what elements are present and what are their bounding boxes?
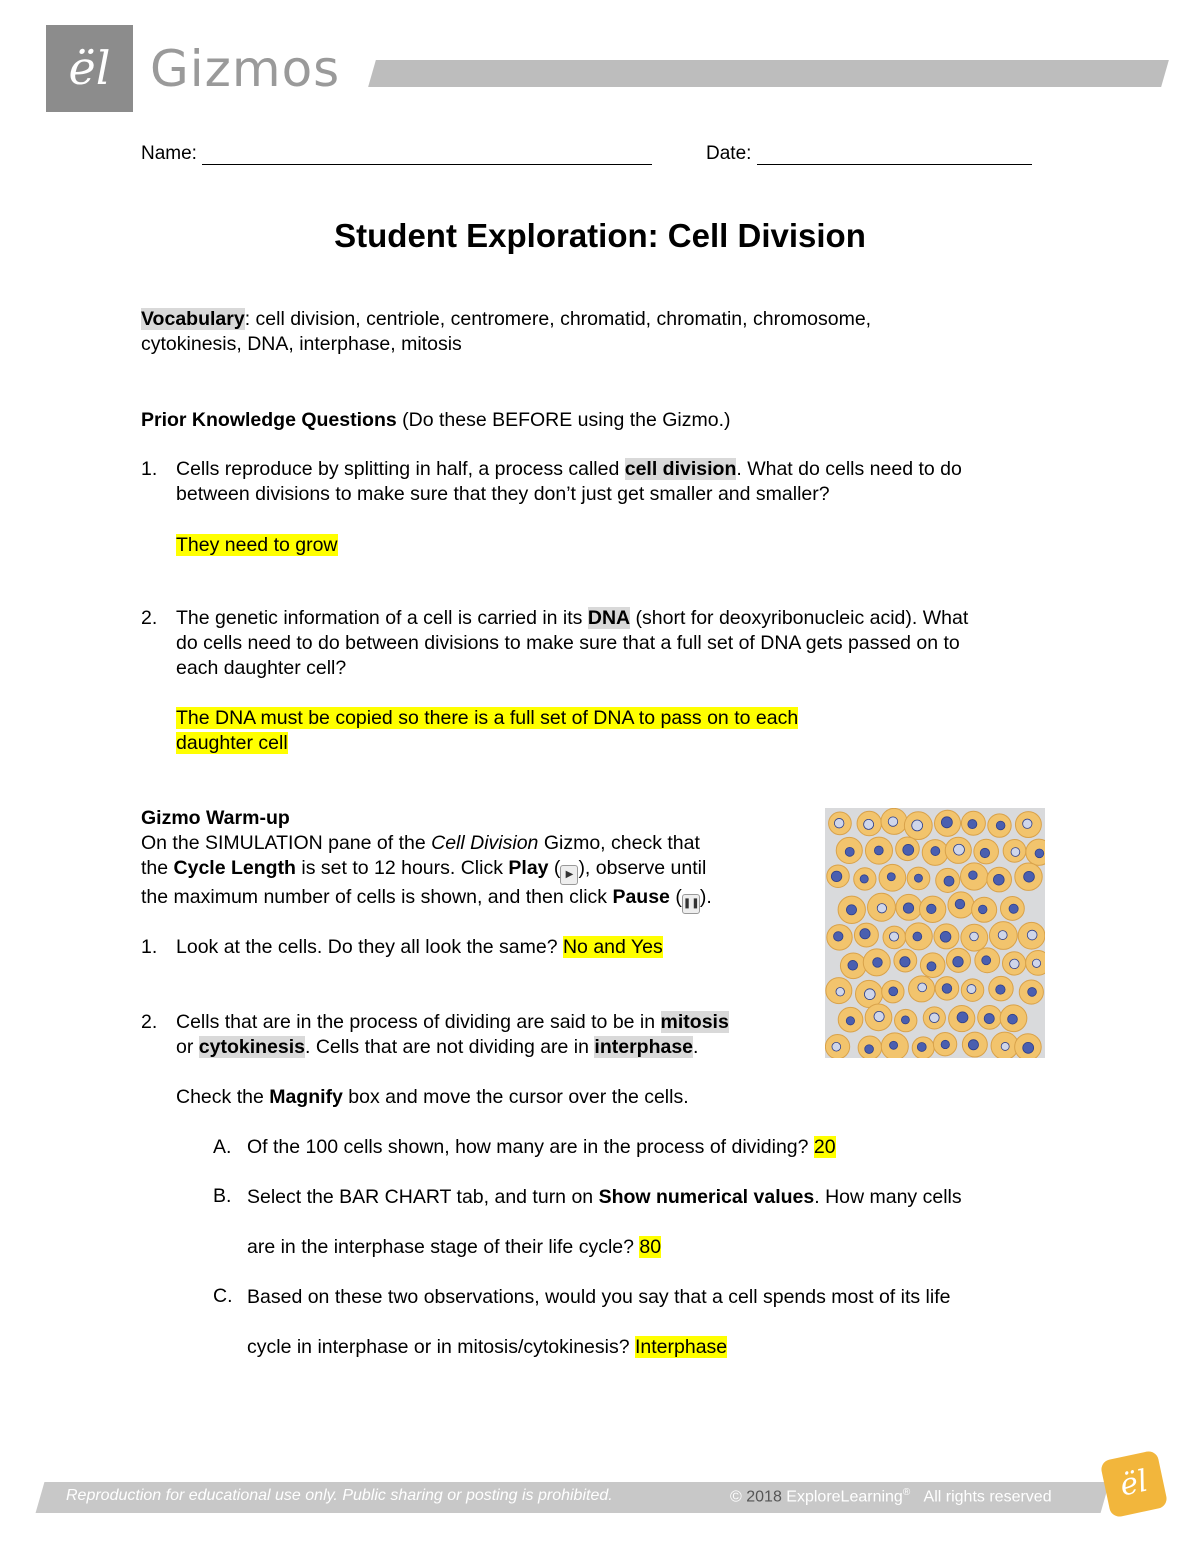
- cell: [961, 811, 985, 835]
- cell: [838, 1007, 863, 1032]
- cell: [826, 978, 852, 1004]
- warmup-text: Gizmo, check that: [538, 832, 700, 854]
- cell: [978, 1005, 1002, 1029]
- vocabulary-terms-2: cytokinesis, DNA, interphase, mitosis: [141, 333, 462, 355]
- footer-logo-mark: ël: [1116, 1463, 1151, 1504]
- copyright-year: 2018: [746, 1488, 782, 1506]
- sub-a-label: A.: [213, 1136, 232, 1158]
- magnify-text: Check the: [176, 1086, 270, 1108]
- cell: [1000, 897, 1024, 921]
- rights-text: All rights reserved: [923, 1488, 1052, 1506]
- cell: [961, 924, 988, 951]
- warmup-q2-text: or: [176, 1036, 199, 1058]
- warmup-text: ), observe until: [578, 857, 707, 879]
- sub-b-text: . How many cells: [814, 1186, 962, 1208]
- cell: [974, 839, 999, 864]
- explorelearning-logo: [1100, 1450, 1169, 1519]
- cell: [961, 863, 988, 890]
- play-term: Play: [508, 857, 549, 879]
- cell: [907, 867, 930, 890]
- warmup-q2-text: . Cells that are not dividing are in: [305, 1036, 595, 1058]
- warmup-text: (: [669, 886, 682, 908]
- cell: [879, 864, 906, 891]
- sub-b-text: Select the BAR CHART tab, and turn on: [247, 1186, 599, 1208]
- cell: [972, 897, 997, 922]
- cell: [923, 1007, 945, 1029]
- prior-q2-text-c: do cells need to do between divisions to make sure that a full set of DNA gets passed on to: [176, 632, 960, 654]
- cycle-length-term: Cycle Length: [173, 857, 296, 879]
- cell: [1000, 1005, 1027, 1032]
- sub-b-label: B.: [213, 1185, 232, 1207]
- cell: [991, 1032, 1018, 1058]
- cell: [836, 837, 862, 863]
- prior-q2-text: The genetic information of a cell is carried in its: [176, 607, 588, 629]
- answer-text-1: The DNA must be copied so there is a full set of DNA to pass on to each: [176, 707, 799, 729]
- cell: [935, 977, 959, 1001]
- sub-b: [247, 1172, 1067, 1272]
- cell: [1015, 812, 1041, 838]
- term-dna: DNA: [587, 607, 631, 629]
- cell: [1018, 922, 1045, 949]
- cell: [865, 837, 892, 864]
- cell: [857, 811, 881, 835]
- cell: [934, 924, 959, 949]
- cell: [904, 812, 932, 840]
- cell: [961, 979, 983, 1001]
- vocabulary-terms-1: : cell division, centriole, centromere, chromatid, chromatin, chromosome,: [244, 308, 872, 330]
- warmup-text: the: [141, 857, 174, 879]
- cell: [896, 837, 920, 861]
- prior-q2-number: 2.: [141, 607, 158, 629]
- cell: [936, 868, 960, 892]
- cell: [975, 948, 1000, 973]
- sub-c: [247, 1272, 1067, 1372]
- warmup-q2-text: .: [693, 1036, 699, 1058]
- vocabulary-label: Vocabulary: [141, 308, 245, 330]
- cell: [881, 808, 907, 834]
- sub-c-label: C.: [213, 1285, 233, 1307]
- brand-name: Gizmos: [150, 40, 341, 98]
- cell: [827, 925, 852, 950]
- cell: [988, 814, 1011, 837]
- cell: [1015, 863, 1042, 890]
- warmup-q1-number: 1.: [141, 936, 158, 958]
- date-line[interactable]: [757, 144, 1032, 165]
- term-interphase: interphase: [594, 1036, 694, 1058]
- prior-q1: [176, 457, 1066, 507]
- prior-q2: [176, 606, 1076, 681]
- logo-mark: ël: [68, 41, 111, 95]
- warmup-text: (: [548, 857, 561, 879]
- cell: [1002, 952, 1025, 975]
- cell: [949, 1005, 975, 1031]
- cell: [1026, 839, 1045, 865]
- footer-notice: Reproduction for educational use only. Public sharing or posting is prohibited.: [66, 1487, 613, 1504]
- header-bar: [368, 60, 1169, 87]
- registered-mark: ®: [902, 1487, 911, 1498]
- cell: [912, 1037, 934, 1058]
- cell: [896, 894, 922, 920]
- cell: [909, 976, 935, 1002]
- cell: [945, 837, 971, 863]
- warmup-intro: [141, 806, 811, 914]
- warmup-q2-text: Cells that are in the process of dividing are said to be in: [176, 1011, 661, 1033]
- prior-q1-text-c: between divisions to make sure that they don’t just get smaller and smaller?: [176, 483, 830, 505]
- magnify-instruction: [176, 1085, 689, 1110]
- warmup-q2-number: 2.: [141, 1011, 158, 1033]
- cell: [989, 922, 1017, 950]
- cell: [905, 923, 932, 950]
- pause-icon: ❚❚: [682, 894, 700, 914]
- sub-a-answer[interactable]: 20: [813, 1136, 836, 1158]
- warmup-text: On the SIMULATION pane of the: [141, 832, 432, 854]
- date-field[interactable]: [706, 143, 1032, 165]
- cell: [948, 892, 974, 918]
- prior-q2-answer[interactable]: [176, 706, 798, 756]
- pause-term: Pause: [612, 886, 670, 908]
- sub-b-text: are in the interphase stage of their life cycle?: [247, 1236, 640, 1258]
- sub-a-text: Of the 100 cells shown, how many are in the process of dividing?: [247, 1136, 814, 1158]
- warmup-q1-answer[interactable]: No and Yes: [562, 936, 663, 958]
- prior-knowledge-heading: [141, 408, 731, 433]
- cell: [1015, 1034, 1042, 1058]
- answer-text-2: daughter cell: [176, 732, 288, 754]
- warmup-q1: [176, 935, 663, 960]
- sub-a: [247, 1135, 836, 1160]
- footer-copyright: [730, 1487, 1052, 1506]
- cell: [825, 1035, 849, 1058]
- sub-b-answer[interactable]: 80: [639, 1236, 662, 1258]
- cell: [858, 1036, 881, 1058]
- cell: [854, 923, 878, 947]
- cell: [919, 896, 945, 922]
- vocabulary: [141, 307, 1041, 357]
- cell: [863, 949, 890, 976]
- name-field[interactable]: [141, 143, 652, 165]
- cell: [1003, 839, 1026, 862]
- prior-q2-text-d: each daughter cell?: [176, 657, 347, 679]
- cell: [1026, 951, 1045, 976]
- prior-note: (Do these BEFORE using the Gizmo.): [396, 409, 731, 431]
- sub-c-text: Based on these two observations, would you say that a cell spends most of its life: [247, 1286, 951, 1308]
- company-name: ExploreLearning: [786, 1488, 903, 1506]
- cell: [840, 953, 866, 979]
- warmup-text: the maximum number of cells is shown, and then click: [141, 886, 613, 908]
- warmup-text: is set to 12 hours. Click: [295, 857, 509, 879]
- cell: [934, 810, 960, 836]
- cell-division-image: [825, 808, 1045, 1058]
- cell: [922, 840, 948, 866]
- cell: [856, 980, 883, 1007]
- gizmo-name: Cell Division: [431, 832, 539, 854]
- magnify-text: box and move the cursor over the cells.: [342, 1086, 689, 1108]
- cell: [854, 868, 876, 890]
- warmup-text: ).: [699, 886, 712, 908]
- cell: [920, 953, 945, 978]
- sub-c-answer[interactable]: Interphase: [635, 1336, 728, 1358]
- prior-q1-text-b: . What do cells need to do: [736, 458, 962, 480]
- prior-q1-answer[interactable]: [176, 533, 338, 558]
- date-label: Date:: [706, 143, 752, 164]
- gizmos-logo: [46, 25, 133, 112]
- copyright-symbol: ©: [730, 1488, 742, 1506]
- name-line[interactable]: [202, 144, 652, 165]
- cell: [838, 896, 865, 923]
- cell: [1019, 980, 1043, 1004]
- warmup-heading: Gizmo Warm-up: [141, 807, 290, 829]
- cell: [962, 1032, 987, 1057]
- cell: [881, 1033, 908, 1058]
- warmup-q1-text: Look at the cells. Do they all look the same?: [176, 936, 563, 958]
- prior-q1-number: 1.: [141, 458, 158, 480]
- term-mitosis: mitosis: [660, 1011, 729, 1033]
- cells-illustration: [825, 808, 1045, 1058]
- sub-c-text: cycle in interphase or in mitosis/cytokinesis?: [247, 1336, 635, 1358]
- warmup-q2: [176, 1010, 816, 1060]
- cell: [933, 1032, 956, 1055]
- cell: [865, 1004, 892, 1031]
- name-label: Name:: [141, 143, 197, 164]
- cell: [987, 867, 1012, 892]
- show-numerical-values-term: Show numerical values: [598, 1186, 815, 1208]
- page-title: Student Exploration: Cell Division: [334, 217, 866, 254]
- term-cytokinesis: cytokinesis: [198, 1036, 305, 1058]
- play-icon: ▶: [560, 865, 578, 885]
- cell: [883, 926, 906, 949]
- cell: [894, 949, 917, 972]
- cell: [895, 1009, 917, 1031]
- prior-q2-text-b: (short for deoxyribonucleic acid). What: [630, 607, 969, 629]
- cell: [882, 981, 904, 1003]
- magnify-term: Magnify: [269, 1086, 343, 1108]
- prior-q1-text: Cells reproduce by splitting in half, a process called: [176, 458, 625, 480]
- cell: [989, 976, 1013, 1000]
- prior-heading: Prior Knowledge Questions: [141, 409, 397, 431]
- cell: [868, 893, 896, 921]
- term-cell-division: cell division: [624, 458, 737, 480]
- cell: [946, 948, 970, 972]
- cell: [829, 812, 852, 835]
- answer-text: They need to grow: [176, 534, 338, 556]
- cell: [827, 865, 849, 887]
